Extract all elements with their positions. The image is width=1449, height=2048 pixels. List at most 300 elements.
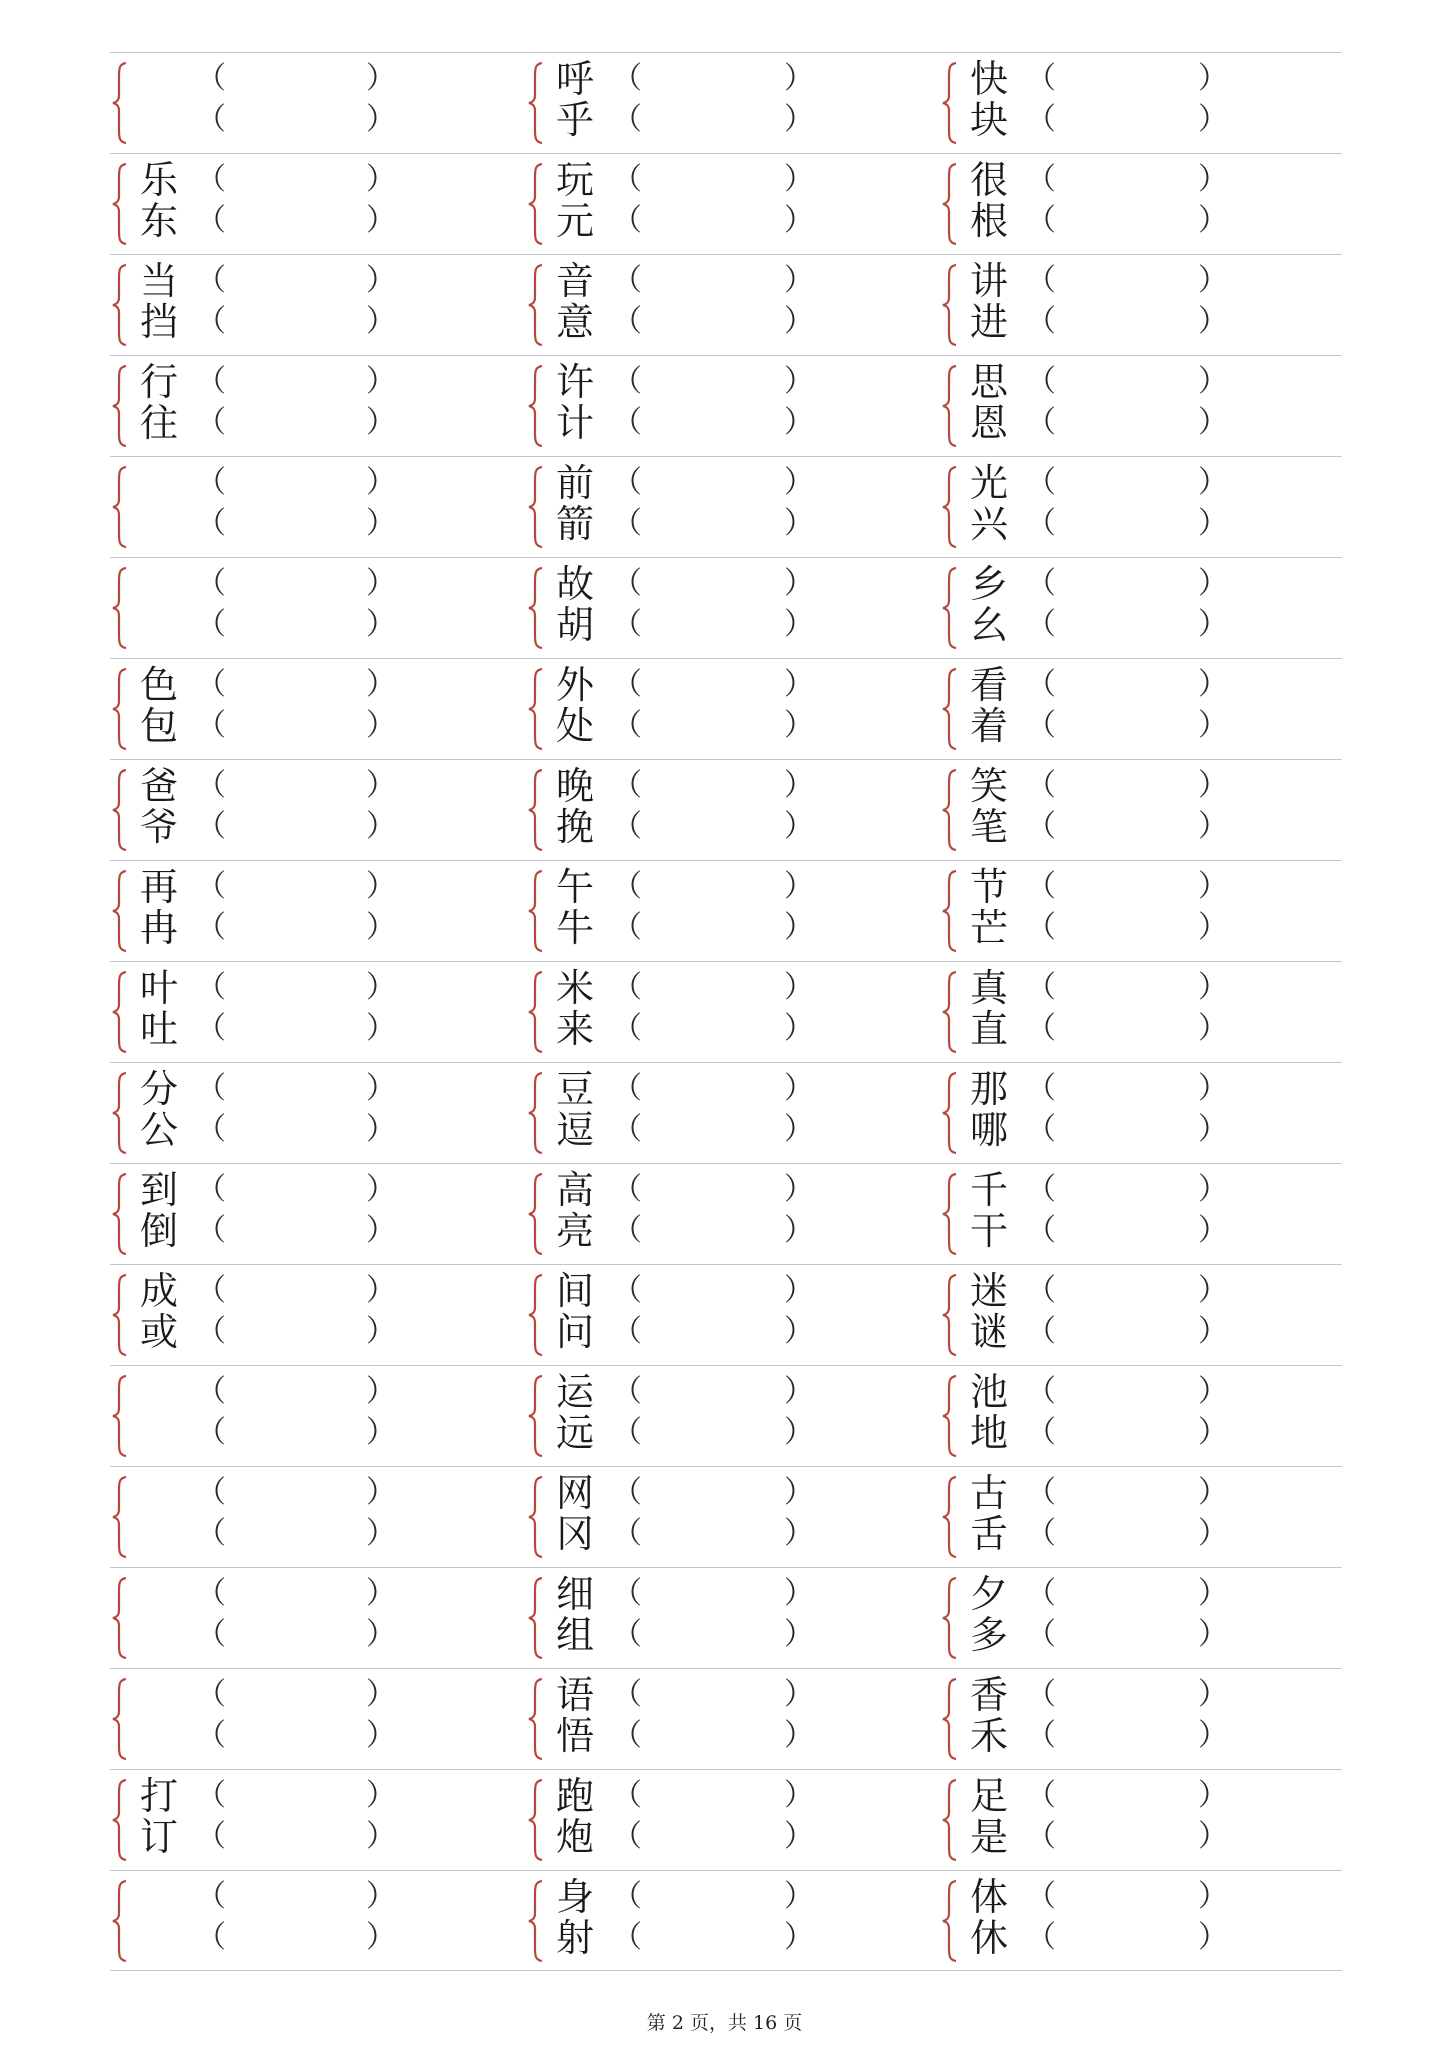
pair-line [970,403,1350,445]
word-blank[interactable] [196,362,396,404]
pair-line [140,1312,520,1354]
pair-line [970,1615,1350,1657]
brace-icon [526,667,548,751]
open-paren: （ [612,970,642,1005]
open-paren: （ [1026,1920,1056,1955]
hanzi-character: 到 [140,1168,179,1212]
close-paren: ） [1198,1172,1228,1207]
pair-line [140,1110,520,1152]
word-blank[interactable] [612,1817,814,1859]
close-paren: ） [784,1677,814,1712]
open-paren: （ [196,708,226,743]
word-blank[interactable] [1026,665,1228,707]
close-paren: ） [366,364,396,399]
word-blank[interactable] [612,504,814,546]
hanzi-character: 快 [970,57,1009,101]
word-blank[interactable] [612,1312,814,1354]
word-blank[interactable] [612,1170,814,1212]
word-blank[interactable] [612,1110,814,1152]
brace-icon [110,667,132,751]
word-blank[interactable] [612,1877,814,1919]
word-blank[interactable] [612,908,814,950]
close-paren: ） [784,910,814,945]
pair-line [140,867,520,909]
hanzi-character: 光 [970,461,1009,505]
pair-line [970,1514,1350,1556]
word-blank[interactable] [612,766,814,808]
word-blank[interactable] [612,59,814,101]
word-blank[interactable] [612,1675,814,1717]
word-blank[interactable] [196,1918,396,1960]
word-blank[interactable] [196,1211,396,1253]
hanzi-character: 思 [970,360,1009,404]
word-blank[interactable] [1026,564,1228,606]
word-blank[interactable] [1026,807,1228,849]
close-paren: ） [366,1516,396,1551]
word-blank[interactable] [1026,1110,1228,1152]
open-paren: （ [1026,1879,1056,1914]
pair-line [140,1473,520,1515]
exercise-row [110,1163,1342,1264]
word-blank[interactable] [196,706,396,748]
word-blank[interactable] [1026,1372,1228,1414]
pair-line [140,1675,520,1717]
brace-icon [940,1879,962,1963]
word-blank[interactable] [196,1271,396,1313]
open-paren: （ [1026,1314,1056,1349]
pair-line [970,160,1350,202]
close-paren: ） [784,970,814,1005]
word-blank[interactable] [196,1372,396,1414]
open-paren: （ [196,304,226,339]
close-paren: ） [784,607,814,642]
word-blank[interactable] [196,665,396,707]
close-paren: ） [784,364,814,399]
word-blank[interactable] [612,362,814,404]
hanzi-character: 往 [140,401,179,445]
word-blank[interactable] [196,302,396,344]
word-blank[interactable] [1026,463,1228,505]
hanzi-character: 语 [556,1673,595,1717]
word-blank[interactable] [196,1009,396,1051]
hanzi-character: 射 [556,1916,595,1960]
word-blank[interactable] [612,403,814,445]
close-paren: ） [784,1374,814,1409]
hanzi-character: 成 [140,1269,179,1313]
close-paren: ） [366,607,396,642]
word-blank[interactable] [612,706,814,748]
pair-line [970,1716,1350,1758]
brace-icon [110,1677,132,1761]
open-paren: （ [612,102,642,137]
brace-icon [110,1273,132,1357]
pair-line [140,1211,520,1253]
word-blank[interactable] [196,160,396,202]
close-paren: ） [1198,1576,1228,1611]
brace-icon [110,566,132,650]
word-blank[interactable] [1026,160,1228,202]
brace-icon [110,61,132,145]
open-paren: （ [612,809,642,844]
brace-icon [940,1071,962,1155]
open-paren: （ [1026,364,1056,399]
pair-line [556,1110,936,1152]
pair-line [970,1110,1350,1152]
pair-line [970,766,1350,808]
pair-line [970,867,1350,909]
word-blank[interactable] [1026,100,1228,142]
word-blank[interactable] [196,766,396,808]
brace-icon [110,465,132,549]
open-paren: （ [196,1415,226,1450]
open-paren: （ [1026,1617,1056,1652]
word-blank[interactable] [196,1069,396,1111]
hanzi-character: 乐 [140,158,179,202]
word-blank[interactable] [196,1776,396,1818]
close-paren: ） [784,1172,814,1207]
open-paren: （ [612,708,642,743]
word-blank[interactable] [196,261,396,303]
brace-icon [526,1576,548,1660]
word-blank[interactable] [612,1009,814,1051]
hanzi-character: 笔 [970,805,1009,849]
word-blank[interactable] [612,1271,814,1313]
brace-icon [110,1778,132,1862]
hanzi-character: 跑 [556,1774,595,1818]
word-blank[interactable] [1026,1211,1228,1253]
word-blank[interactable] [1026,706,1228,748]
close-paren: ） [1198,910,1228,945]
open-paren: （ [612,1617,642,1652]
open-paren: （ [612,1516,642,1551]
close-paren: ） [1198,405,1228,440]
close-paren: ） [366,506,396,541]
word-blank[interactable] [196,403,396,445]
open-paren: （ [1026,465,1056,500]
open-paren: （ [196,1374,226,1409]
open-paren: （ [612,910,642,945]
word-blank[interactable] [196,1514,396,1556]
open-paren: （ [196,506,226,541]
hanzi-character: 东 [140,199,179,243]
brace-icon [526,1879,548,1963]
word-blank[interactable] [196,1675,396,1717]
word-blank[interactable] [612,1615,814,1657]
hanzi-character: 分 [140,1067,179,1111]
hanzi-character: 乎 [556,98,595,142]
brace-icon [526,768,548,852]
open-paren: （ [612,1920,642,1955]
open-paren: （ [196,1172,226,1207]
word-blank[interactable] [196,201,396,243]
word-blank[interactable] [612,1473,814,1515]
word-blank[interactable] [196,1574,396,1616]
hanzi-character: 当 [140,259,179,303]
pair-line [140,605,520,647]
word-blank[interactable] [612,302,814,344]
word-blank[interactable] [612,1574,814,1616]
close-paren: ） [366,1415,396,1450]
word-blank[interactable] [612,160,814,202]
word-blank[interactable] [196,605,396,647]
close-paren: ） [366,102,396,137]
brace-icon [526,1374,548,1458]
hanzi-character: 或 [140,1310,179,1354]
hanzi-character: 着 [970,704,1009,748]
open-paren: （ [1026,708,1056,743]
hanzi-character: 古 [970,1471,1009,1515]
word-blank[interactable] [1026,302,1228,344]
word-blank[interactable] [1026,201,1228,243]
close-paren: ） [366,162,396,197]
word-blank[interactable] [196,807,396,849]
word-blank[interactable] [1026,1271,1228,1313]
close-paren: ） [784,667,814,702]
word-blank[interactable] [612,564,814,606]
word-blank[interactable] [612,1413,814,1455]
pair-line [140,766,520,808]
word-blank[interactable] [196,1716,396,1758]
close-paren: ） [784,809,814,844]
word-blank[interactable] [1026,1716,1228,1758]
pair-line [970,504,1350,546]
word-blank[interactable] [1026,867,1228,909]
word-blank[interactable] [1026,1675,1228,1717]
word-blank[interactable] [612,261,814,303]
close-paren: ） [1198,1617,1228,1652]
word-blank[interactable] [1026,766,1228,808]
brace-icon [940,263,962,347]
pair-line [140,302,520,344]
close-paren: ） [366,61,396,96]
word-blank[interactable] [1026,1312,1228,1354]
word-blank[interactable] [196,1170,396,1212]
pair-line [970,1413,1350,1455]
close-paren: ） [366,809,396,844]
pair-line [556,201,936,243]
close-paren: ） [366,1819,396,1854]
pair-line [556,564,936,606]
word-blank[interactable] [612,1918,814,1960]
close-paren: ） [784,1273,814,1308]
pair-line [970,362,1350,404]
word-blank[interactable] [196,1615,396,1657]
pair-line [140,403,520,445]
hanzi-character: 讲 [970,259,1009,303]
close-paren: ） [366,263,396,298]
close-paren: ） [784,768,814,803]
word-blank[interactable] [612,605,814,647]
pair-line [140,261,520,303]
close-paren: ） [1198,970,1228,1005]
word-blank[interactable] [1026,968,1228,1010]
open-paren: （ [612,1071,642,1106]
word-blank[interactable] [1026,1009,1228,1051]
pair-line [140,1271,520,1313]
brace-icon [110,768,132,852]
hanzi-character: 再 [140,865,179,909]
open-paren: （ [612,1374,642,1409]
brace-icon [526,1071,548,1155]
brace-icon [110,1071,132,1155]
word-blank[interactable] [1026,1413,1228,1455]
pair-line [556,1170,936,1212]
word-blank[interactable] [196,1413,396,1455]
word-blank[interactable] [196,1110,396,1152]
word-blank[interactable] [612,1716,814,1758]
word-blank[interactable] [196,867,396,909]
open-paren: （ [612,1011,642,1046]
open-paren: （ [1026,667,1056,702]
word-blank[interactable] [1026,1170,1228,1212]
pair-line [556,1574,936,1616]
word-blank[interactable] [196,1312,396,1354]
pair-line [556,908,936,950]
open-paren: （ [196,1617,226,1652]
word-blank[interactable] [1026,908,1228,950]
hanzi-character: 问 [556,1310,595,1354]
word-blank[interactable] [196,504,396,546]
word-blank[interactable] [612,1776,814,1818]
open-paren: （ [1026,566,1056,601]
pair-line [556,403,936,445]
word-blank[interactable] [1026,1817,1228,1859]
word-blank[interactable] [612,1514,814,1556]
close-paren: ） [1198,1718,1228,1753]
word-blank[interactable] [612,1372,814,1414]
word-blank[interactable] [1026,1473,1228,1515]
pair-line [556,1069,936,1111]
pair-line [140,1372,520,1414]
open-paren: （ [1026,1819,1056,1854]
open-paren: （ [1026,1677,1056,1712]
hanzi-character: 亮 [556,1209,595,1253]
pair-line [140,1615,520,1657]
brace-icon [526,566,548,650]
pair-line [970,706,1350,748]
pair-line [556,766,936,808]
word-blank[interactable] [1026,504,1228,546]
pair-line [556,302,936,344]
close-paren: ） [784,1920,814,1955]
word-blank[interactable] [612,100,814,142]
open-paren: （ [1026,1778,1056,1813]
word-blank[interactable] [1026,1514,1228,1556]
word-blank[interactable] [612,807,814,849]
open-paren: （ [196,1920,226,1955]
close-paren: ） [784,566,814,601]
pair-line [556,160,936,202]
word-blank[interactable] [196,1473,396,1515]
pair-line [970,1372,1350,1414]
close-paren: ） [366,708,396,743]
word-blank[interactable] [196,1877,396,1919]
word-blank[interactable] [1026,59,1228,101]
close-paren: ） [784,1071,814,1106]
open-paren: （ [196,203,226,238]
word-blank[interactable] [1026,1776,1228,1818]
close-paren: ） [1198,1112,1228,1147]
open-paren: （ [1026,1576,1056,1611]
word-blank[interactable] [196,564,396,606]
pair-line [556,1514,936,1556]
word-blank[interactable] [612,201,814,243]
open-paren: （ [1026,162,1056,197]
word-blank[interactable] [196,1817,396,1859]
word-blank[interactable] [1026,1615,1228,1657]
word-blank[interactable] [612,1211,814,1253]
close-paren: ） [784,506,814,541]
open-paren: （ [1026,506,1056,541]
word-blank[interactable] [1026,261,1228,303]
pair-line [140,665,520,707]
pair-line [970,1817,1350,1859]
close-paren: ） [366,1778,396,1813]
pair-line [556,1675,936,1717]
close-paren: ） [1198,304,1228,339]
word-blank[interactable] [612,968,814,1010]
word-blank[interactable] [1026,1069,1228,1111]
open-paren: （ [612,1273,642,1308]
pair-line [140,100,520,142]
hanzi-character: 地 [970,1411,1009,1455]
close-paren: ） [784,1011,814,1046]
word-blank[interactable] [196,463,396,505]
hanzi-character: 冉 [140,906,179,950]
word-blank[interactable] [1026,362,1228,404]
word-blank[interactable] [1026,403,1228,445]
open-paren: （ [612,405,642,440]
word-blank[interactable] [612,665,814,707]
word-blank[interactable] [196,908,396,950]
word-blank[interactable] [196,59,396,101]
close-paren: ） [1198,263,1228,298]
word-blank[interactable] [1026,1574,1228,1616]
open-paren: （ [1026,1213,1056,1248]
close-paren: ） [1198,667,1228,702]
open-paren: （ [1026,1112,1056,1147]
hanzi-character: 许 [556,360,595,404]
pair-line [140,908,520,950]
open-paren: （ [1026,1071,1056,1106]
word-blank[interactable] [612,867,814,909]
word-blank[interactable] [1026,605,1228,647]
brace-icon [940,869,962,953]
pair-line [556,1716,936,1758]
brace-icon [526,364,548,448]
brace-icon [940,1576,962,1660]
brace-icon [526,869,548,953]
close-paren: ） [1198,162,1228,197]
word-blank[interactable] [1026,1877,1228,1919]
close-paren: ） [1198,809,1228,844]
word-blank[interactable] [612,1069,814,1111]
hanzi-character: 网 [556,1471,595,1515]
word-blank[interactable] [196,968,396,1010]
pair-line [970,564,1350,606]
hanzi-character: 公 [140,1108,179,1152]
word-blank[interactable] [196,100,396,142]
word-blank[interactable] [1026,1918,1228,1960]
word-blank[interactable] [612,463,814,505]
open-paren: （ [196,102,226,137]
close-paren: ） [784,869,814,904]
brace-icon [940,768,962,852]
open-paren: （ [612,1415,642,1450]
open-paren: （ [196,465,226,500]
close-paren: ） [1198,566,1228,601]
hanzi-character: 胡 [556,603,595,647]
